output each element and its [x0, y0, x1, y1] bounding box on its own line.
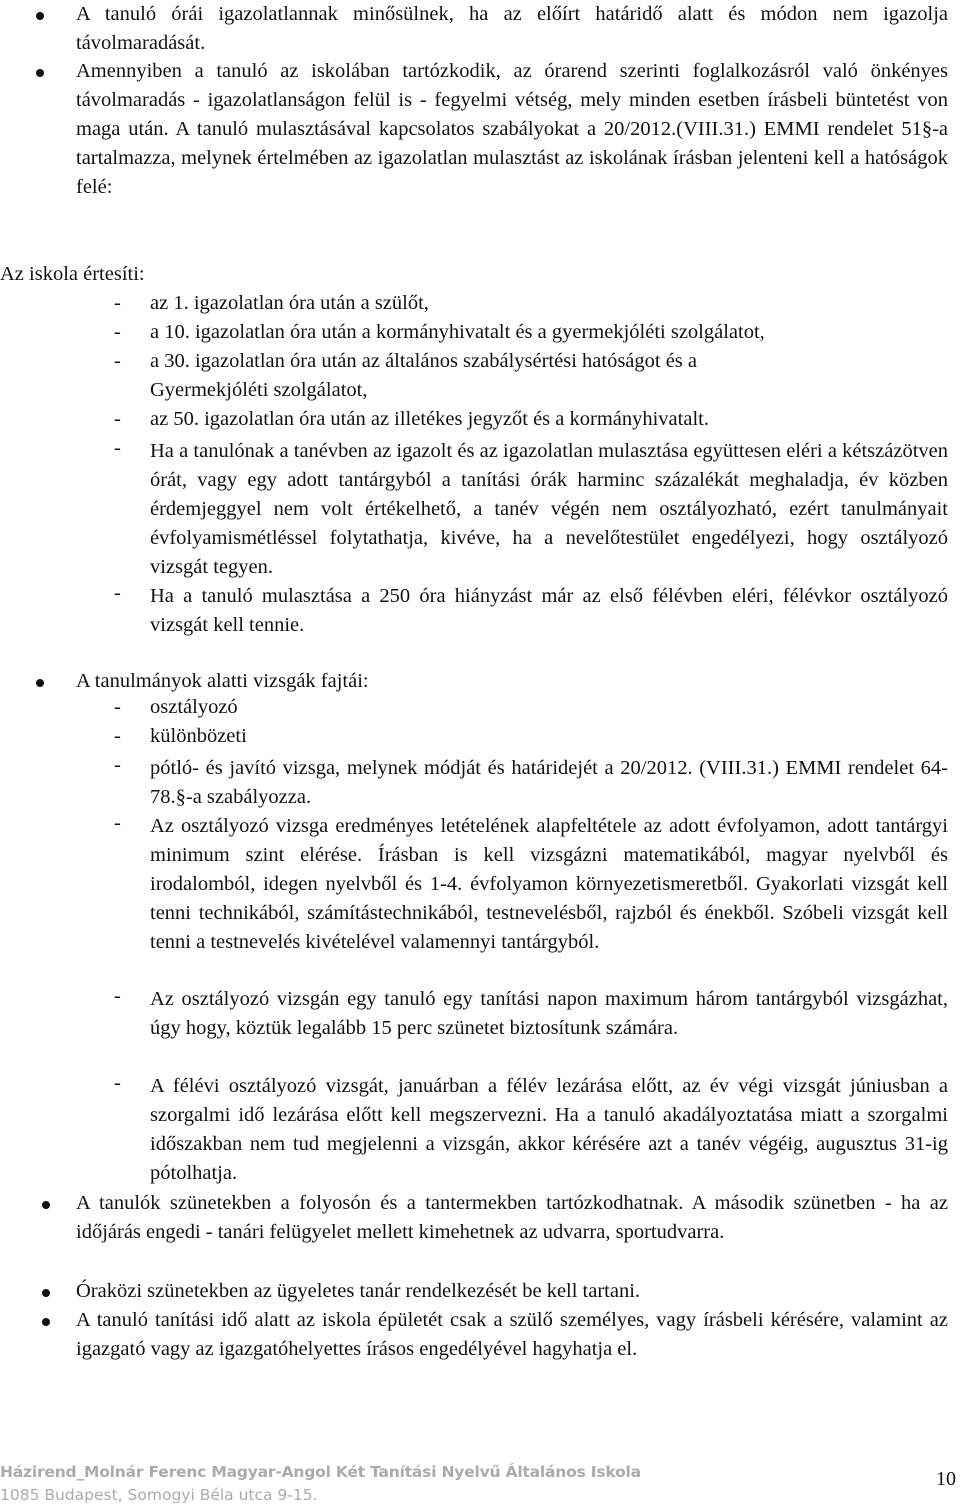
- footer-address: 1085 Budapest, Somogyi Béla utca 9-15.: [0, 1486, 318, 1504]
- exam-item-text: pótló- és javító vizsga, melynek módját és határidejét a 20/2012. (VIII.31.) EMMI rendelet 64-78.§-a szabályozza.: [150, 757, 948, 808]
- bullet-icon: [42, 1318, 50, 1326]
- dash-marker: -: [114, 292, 121, 314]
- exam-item: [150, 985, 948, 1043]
- paragraph-absence-rules: [76, 57, 948, 202]
- exam-item: különbözeti: [150, 725, 247, 747]
- bullet-icon: [36, 679, 44, 687]
- paragraph-text: A tanulmányok alatti vizsgák fajtái:: [76, 670, 369, 692]
- notify-item: [150, 437, 948, 582]
- notify-item: az 1. igazolatlan óra után a szülőt,: [150, 292, 429, 314]
- exam-item: [150, 1072, 948, 1188]
- paragraph-text: A tanuló órái igazolatlannak minősülnek, ha az előírt határidő alatt és módon nem igazolja távolmaradását.: [76, 3, 948, 54]
- dash-marker: -: [114, 1072, 121, 1094]
- paragraph-duty-teacher: [76, 1277, 948, 1306]
- exam-item-text: A félévi osztályozó vizsgát, januárban a félév lezárása előtt, az év végi vizsgát júniusban a szorgalmi idő lezárása előtt kell megszervezni. Ha a tanuló akadályoztatása miatt a szorgalmi időszakban nem tud megjelenni a vizsgán, akkor kérésére azt a tanév végéig, augusztus 31-ig pótolhatja.: [150, 1075, 948, 1184]
- notify-item: a 10. igazolatlan óra után a kormányhivatalt és a gyermekjóléti szolgálatot,: [150, 321, 765, 343]
- dash-marker: -: [114, 321, 121, 343]
- paragraph-text: Amennyiben a tanuló az iskolában tartózkodik, az órarend szerinti foglalkozásról való önkényes távolmaradás - igazolatlanságon felül is - fegyelmi vétség, mely minden esetben írásbeli büntetést von maga után. A tanuló mulasztásával kapcsolatos szabályokat a 20/2012.(VIII.31.) EMMI rendelet 51§-a tartalmazza, melynek értelmében az igazolatlan mulasztást az iskolának írásban jelenteni kell a hatóságok felé:: [76, 60, 948, 198]
- dash-marker: -: [114, 812, 121, 834]
- notify-item: a 30. igazolatlan óra után az általános szabálysértési hatóságot és a: [150, 350, 698, 372]
- notify-item: az 50. igazolatlan óra után az illetékes jegyzőt és a kormányhivatalt.: [150, 408, 709, 430]
- footer-title: Házirend_Molnár Ferenc Magyar-Angol Két Tanítási Nyelvű Általános Iskola: [0, 1463, 641, 1481]
- bullet-icon: [36, 12, 44, 20]
- dash-marker: -: [114, 725, 121, 747]
- dash-marker: -: [114, 696, 121, 718]
- paragraph-exam-types: [76, 667, 948, 696]
- bullet-icon: [36, 69, 44, 77]
- notify-item-text: Ha a tanuló mulasztása a 250 óra hiányzást már az első félévben eléri, félévkor osztályozó vizsgát kell tennie.: [150, 585, 948, 636]
- notify-item-text: Ha a tanulónak a tanévben az igazolt és az igazolatlan mulasztása együttesen eléri a kétszázötven órát, vagy egy adott tantárgyból a tanítási órák harminc százalékát meghaladja, év közben érdemjeggyel nem volt értékelhető, a tanév végén nem osztályozható, ezért tanulmányait évfolyamismétléssel folytathatja, kivéve, ha a nevelőtestület engedélyezi, hogy osztályozó vizsgát tegyen.: [150, 440, 948, 578]
- dash-marker: -: [114, 408, 121, 430]
- paragraph-unexcused-hours: [76, 0, 948, 58]
- exam-item: [150, 754, 948, 812]
- notify-item: [150, 582, 948, 640]
- paragraph-leaving-school: [76, 1306, 948, 1364]
- dash-marker: -: [114, 350, 121, 372]
- dash-marker: -: [114, 437, 121, 459]
- page-number: 10: [936, 1468, 956, 1490]
- dash-marker: -: [114, 754, 121, 776]
- notify-label: Az iskola értesíti:: [0, 263, 145, 285]
- exam-item-text: Az osztályozó vizsga eredményes letételének alapfeltétele az adott évfolyamon, adott tantárgyi minimum szint elérése. Írásban is kell vizsgázni matematikából, magyar nyelvből és irodalomból, idegen nyelvből és 1-4. évfolyamon környezetismeretből. Gyakorlati vizsgát kell tenni technikából, számítástechnikából, testnevelésből, rajzból és énekből. Szóbeli vizsgát kell tenni a testnevelés kivételével valamennyi tantárgyból.: [150, 815, 948, 953]
- notify-item-continuation: Gyermekjóléti szolgálatot,: [150, 379, 368, 401]
- dash-marker: -: [114, 582, 121, 604]
- bullet-icon: [42, 1201, 50, 1209]
- bullet-icon: [42, 1289, 50, 1297]
- dash-marker: -: [114, 985, 121, 1007]
- paragraph-text: Óraközi szünetekben az ügyeletes tanár rendelkezését be kell tartani.: [76, 1280, 641, 1302]
- paragraph-breaks: [76, 1189, 948, 1247]
- exam-item: osztályozó: [150, 696, 238, 718]
- paragraph-text: A tanulók szünetekben a folyosón és a tantermekben tartózkodhatnak. A második szünetben - ha az időjárás engedi - tanári felügyelet mellett kimehetnek az udvarra, sportudvarra.: [76, 1192, 948, 1243]
- exam-item-text: Az osztályozó vizsgán egy tanuló egy tanítási napon maximum három tantárgyból vizsgázhat, úgy hogy, köztük legalább 15 perc szünetet biztosítunk számára.: [150, 988, 948, 1039]
- exam-item: [150, 812, 948, 957]
- paragraph-text: A tanuló tanítási idő alatt az iskola épületét csak a szülő személyes, vagy írásbeli kérésére, valamint az igazgató vagy az igazgatóhelyettes írásos engedélyével hagyhatja el.: [76, 1309, 948, 1360]
